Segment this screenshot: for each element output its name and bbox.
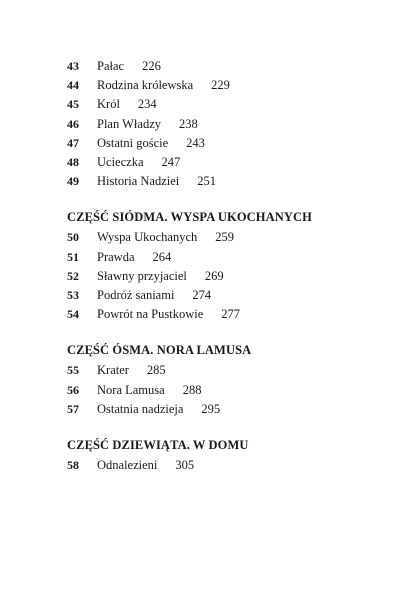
page-number: 226 [142, 59, 161, 73]
chapter-title: Pałac [97, 59, 125, 73]
chapter-title: Rodzina królewska [97, 78, 194, 93]
toc-entry [67, 57, 387, 76]
page-number: 234 [137, 97, 157, 112]
toc-entry [67, 134, 387, 153]
toc-entry [67, 248, 387, 267]
page-number: 251 [197, 174, 217, 189]
page-number: 288 [182, 382, 202, 397]
chapter-number: 47 [67, 135, 79, 150]
chapter-title: Odnalezieni [97, 458, 158, 473]
chapter-number: 45 [67, 97, 79, 112]
toc-entry [67, 286, 387, 305]
toc-entry [67, 95, 387, 114]
chapter-number: 51 [67, 249, 79, 264]
page-number: 238 [179, 116, 198, 131]
chapter-number: 49 [67, 174, 79, 189]
toc-entry [67, 305, 387, 324]
chapter-title: Historia Nadziei [97, 174, 180, 189]
chapter-number: 52 [67, 268, 79, 283]
section-heading: CZĘŚĆ ÓSMA. NORA LAMUSA [67, 343, 252, 358]
toc-entry [67, 76, 387, 95]
toc-entry [67, 153, 387, 172]
chapter-number: 48 [67, 155, 79, 170]
table-of-contents [67, 57, 387, 475]
chapter-title: Ucieczka [97, 155, 144, 170]
page-number: 243 [186, 135, 205, 150]
chapter-title: Ostatnia nadzieja [97, 401, 184, 416]
toc-section-part-seven [67, 207, 387, 324]
page-number: 305 [175, 458, 195, 473]
chapter-title: Ostatni goście [97, 135, 169, 150]
chapter-number: 44 [67, 78, 79, 93]
page-number: 259 [215, 230, 235, 245]
toc-entry [67, 400, 387, 419]
toc-section-part-nine [67, 435, 387, 475]
page-number: 229 [211, 78, 230, 93]
page-number: 277 [221, 307, 240, 322]
toc-entry [67, 172, 387, 191]
section-heading: CZĘŚĆ DZIEWIĄTA. W DOMU [67, 438, 249, 453]
chapter-number: 46 [67, 116, 79, 131]
chapter-number: 50 [67, 230, 79, 245]
section-heading: CZĘŚĆ SIÓDMA. WYSPA UKOCHANYCH [67, 210, 312, 225]
chapter-title: Powrót na Pustkowie [97, 307, 204, 322]
page-number: 274 [192, 288, 212, 303]
toc-section-part-eight [67, 340, 387, 419]
page-number: 295 [201, 401, 221, 416]
page-number: 264 [152, 249, 172, 264]
chapter-title: Prawda [97, 249, 135, 264]
chapter-title: Podróż saniami [97, 288, 175, 303]
toc-entry [67, 361, 387, 380]
chapter-number: 55 [67, 363, 79, 378]
page-number: 269 [204, 268, 224, 283]
toc-entry [67, 456, 387, 475]
chapter-title: Krater [97, 363, 129, 378]
chapter-title: Sławny przyjaciel [97, 268, 187, 283]
page-number: 247 [161, 155, 181, 170]
toc-entry [67, 115, 387, 134]
chapter-number: 43 [67, 59, 79, 73]
chapter-number: 57 [67, 401, 79, 416]
chapter-title: Wyspa Ukochanych [97, 230, 198, 245]
toc-entry [67, 228, 387, 247]
chapter-number: 58 [67, 458, 79, 473]
chapter-title: Nora Lamusa [97, 382, 165, 397]
toc-entry [67, 267, 387, 286]
toc-entry [67, 381, 387, 400]
chapter-title: Plan Władzy [97, 116, 161, 131]
chapter-number: 56 [67, 382, 79, 397]
page-number: 285 [146, 363, 166, 378]
chapter-number: 53 [67, 288, 79, 303]
chapter-title: Król [97, 97, 120, 112]
chapter-number: 54 [67, 307, 79, 322]
toc-section-continued [67, 57, 387, 191]
